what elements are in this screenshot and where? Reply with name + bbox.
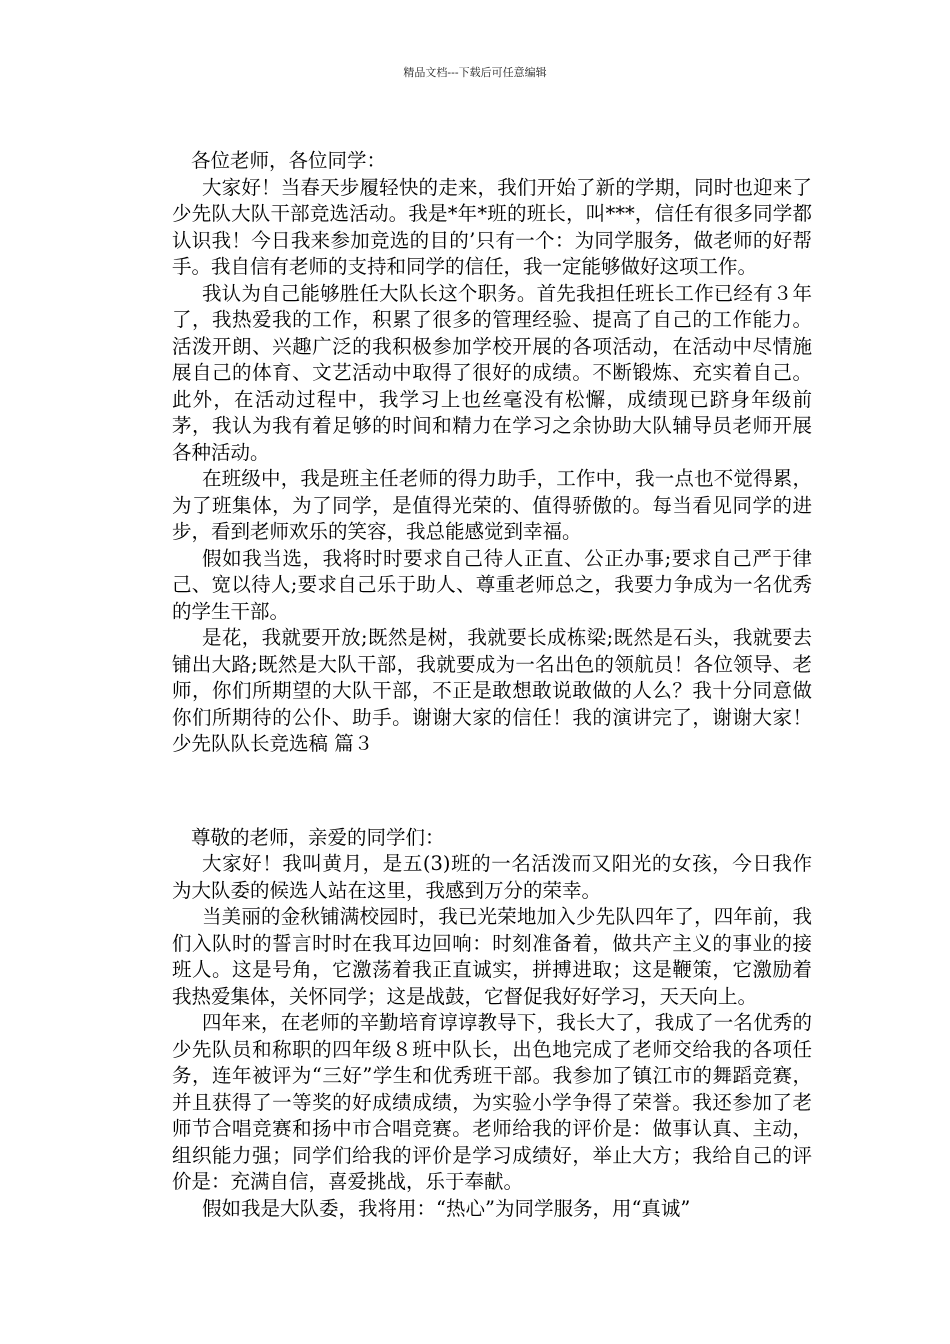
speech-1-paragraph-5: 是花，我就要开放;既然是树，我就要长成栋梁;既然是石头，我就要去铺出大路;既然是大队干部，我就要成为一名出色的领航员！各位领导、老师，你们所期望的大队干部，不正是敢想敢说敢做的人么？我十分同意做你们所期待的公仆、助手。谢谢大家的信任！我的演讲完了，谢谢大家！少先队队长竞选稿 篇３: [172, 626, 812, 755]
speech-1-paragraph-4: 假如我当选，我将时时要求自己待人正直、公正办事;要求自己严于律己、宽以待人;要求自己乐于助人、尊重老师总之，我要力争成为一名优秀的学生干部。: [172, 546, 812, 623]
speech-2-paragraph-3: 四年来，在老师的辛勤培育谆谆教导下，我长大了，我成了一名优秀的少先队员和称职的四年级８班中队长，出色地完成了老师交给我的各项任务，连年被评为“三好”学生和优秀班干部。我参加了镇江市的舞蹈竞赛，并且获得了一等奖的好成绩成绩，为实验小学争得了荣誉。我还参加了老师节合唱竞赛和扬中市合唱竞赛。老师给我的评价是：做事认真、主动，组织能力强；同学们给我的评价是学习成绩好，举止大方；我给自己的评价是：充满自信，喜爱挑战，乐于奉献。: [172, 1011, 812, 1193]
speech-1-salutation: 各位老师，各位同学：: [191, 149, 387, 172]
speech-1-paragraph-1: 大家好！当春天步履轻快的走来，我们开始了新的学期，同时也迎来了少先队大队干部竞选活动。我是*年*班的班长，叫***，信任有很多同学都认识我！今日我来参加竞选的目的’只有一个：为同学服务，做老师的好帮手。我自信有老师的支持和同学的信任，我一定能够做好这项工作。: [172, 175, 812, 278]
speech-1: [172, 148, 812, 758]
speech-2-paragraph-1: 大家好！我叫黄月，是五(3)班的一名活泼而又阳光的女孩，今日我作为大队委的候选人站在这里，我感到万分的荣幸。: [172, 852, 812, 902]
page-header: 精品文档---下载后可任意编辑: [403, 66, 547, 79]
speech-2-paragraph-2: 当美丽的金秋铺满校园时，我已光荣地加入少先队四年了，四年前，我们入队时的誓言时时在我耳边回响：时刻准备着，做共产主义的事业的接班人。这是号角，它激荡着我正直诚实，拼搏进取；这是鞭策，它激励着我热爱集体，关怀同学；这是战鼓，它督促我好好学习，天天向上。: [172, 905, 812, 1008]
speech-2-paragraph-4: 假如我是大队委，我将用：“热心”为同学服务，用“真诚”: [202, 1196, 691, 1220]
speech-2-salutation: 尊敬的老师，亲爱的同学们：: [191, 825, 445, 849]
document-body: [172, 148, 812, 1222]
speech-2: [172, 825, 812, 1223]
speech-1-paragraph-3: 在班级中，我是班主任老师的得力助手，工作中，我一点也不觉得累，为了班集体，为了同学，是值得光荣的、值得骄傲的。每当看见同学的进步，看到老师欢乐的笑容，我总能感觉到幸福。: [172, 467, 812, 543]
speech-1-paragraph-2: 我认为自己能够胜任大队长这个职务。首先我担任班长工作已经有３年了，我热爱我的工作，积累了很多的管理经验、提高了自己的工作能力。活泼开朗、兴趣广泛的我积极参加学校开展的各项活动，在活动中尽情施展自己的体育、文艺活动中取得了很好的成绩。不断锻炼、充实着自己。此外，在活动过程中，我学习上也丝毫没有松懈，成绩现已跻身年级前茅，我认为我有着足够的时间和精力在学习之余协助大队辅导员老师开展各种活动。: [172, 281, 812, 464]
section-gap: [172, 758, 812, 825]
